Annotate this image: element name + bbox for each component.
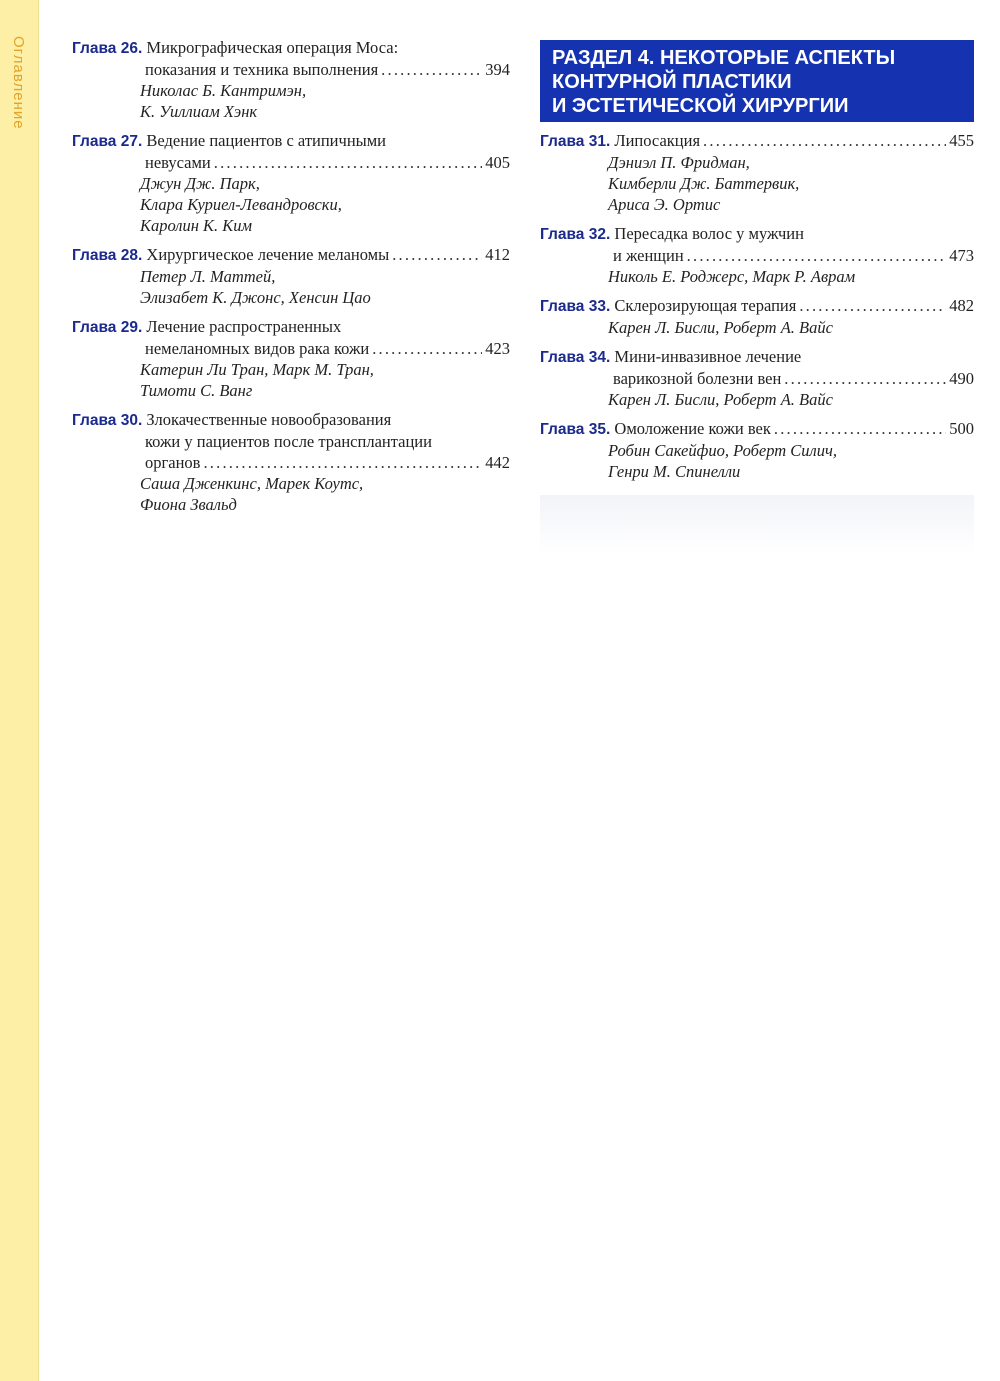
author-line: Фиона Звальд: [140, 495, 237, 514]
page-number: 455: [949, 131, 974, 150]
author-line: Тимоти С. Ванг: [140, 381, 253, 400]
leader-dots: [799, 295, 946, 316]
page-number: 473: [949, 246, 974, 265]
chapter-title-line: варикозной болезни вен: [613, 369, 782, 388]
author-line: Николас Б. Кантримэн,: [140, 81, 307, 100]
chapter-title-line: Мини-инвазивное лечение: [614, 347, 802, 366]
author-line: Каролин К. Ким: [140, 216, 252, 235]
chapter-title-line: Лечение распространенных: [146, 317, 342, 336]
leader-dots: [392, 244, 482, 265]
leader-dots: [203, 452, 482, 473]
toc-entry-35[interactable]: [540, 418, 974, 482]
author-line: Элизабет К. Джонс, Хенсин Цао: [140, 288, 371, 307]
chapter-title-line: и женщин: [613, 246, 684, 265]
author-line: Николь Е. Роджерс, Марк Р. Аврам: [608, 267, 856, 286]
chapter-label: Глава 35.: [540, 421, 611, 438]
leader-dots: [774, 418, 946, 439]
chapter-title-line: Липосакция: [614, 131, 701, 150]
leader-dots: [703, 130, 946, 151]
toc-entry-30[interactable]: [72, 409, 510, 515]
chapter-title-line: немеланомных видов рака кожи: [145, 339, 370, 358]
chapter-title-line: показания и техника выполнения: [145, 60, 379, 79]
chapter-label: Глава 33.: [540, 298, 611, 315]
chapter-label: Глава 29.: [72, 319, 143, 336]
leader-dots: [784, 368, 946, 389]
author-line: Саша Дженкинс, Марек Коутс,: [140, 474, 364, 493]
section-heading-line: РАЗДЕЛ 4. НЕКОТОРЫЕ АСПЕКТЫ: [552, 47, 896, 69]
author-line: Карен Л. Бисли, Роберт А. Вайс: [608, 390, 833, 409]
section-heading[interactable]: [540, 40, 974, 122]
toc-entry-29[interactable]: [72, 316, 510, 401]
page-number: 490: [949, 369, 974, 388]
chapter-label: Глава 34.: [540, 349, 611, 366]
chapter-title-line: Хирургическое лечение меланомы: [146, 245, 390, 264]
leader-dots: [214, 152, 482, 173]
toc-entry-27[interactable]: [72, 130, 510, 236]
leader-dots: [381, 59, 482, 80]
page-number: 405: [485, 153, 510, 172]
author-line: Карен Л. Бисли, Роберт А. Вайс: [608, 318, 833, 337]
chapter-title-line: невусами: [145, 153, 211, 172]
side-strip: [0, 0, 39, 1381]
chapter-title-line: Ведение пациентов с атипичными: [146, 131, 387, 150]
page-number: 482: [949, 296, 974, 315]
toc-entry-28[interactable]: [72, 244, 510, 308]
section-heading-line: КОНТУРНОЙ ПЛАСТИКИ: [552, 71, 792, 93]
author-line: Катерин Ли Тран, Марк М. Тран,: [140, 360, 374, 379]
chapter-title-line: Злокачественные новообразования: [146, 410, 392, 429]
chapter-label: Глава 27.: [72, 133, 143, 150]
toc-entry-26[interactable]: [72, 37, 510, 122]
bleed-through-shade: [540, 495, 974, 555]
section-heading-line: И ЭСТЕТИЧЕСКОЙ ХИРУРГИИ: [552, 95, 849, 117]
side-label: Оглавление: [10, 36, 27, 130]
chapter-title-line: органов: [145, 453, 201, 472]
page-number: 394: [485, 60, 510, 79]
toc-entry-32[interactable]: [540, 223, 974, 287]
toc-entry-33[interactable]: [540, 295, 974, 338]
author-line: К. Уиллиам Хэнк: [140, 102, 258, 121]
author-line: Петер Л. Маттей,: [140, 267, 276, 286]
toc-left-column: [72, 37, 510, 523]
toc-entry-31[interactable]: [540, 130, 974, 215]
author-line: Джун Дж. Парк,: [140, 174, 260, 193]
chapter-title-line: Микрографическая операция Моса:: [146, 38, 399, 57]
page-number: 423: [485, 339, 510, 358]
chapter-label: Глава 31.: [540, 133, 611, 150]
author-line: Дэниэл П. Фридман,: [608, 153, 750, 172]
author-line: Генри М. Спинелли: [608, 462, 741, 481]
chapter-title-line: кожи у пациентов после трансплантации: [145, 432, 432, 451]
chapter-title-line: Склерозирующая терапия: [614, 296, 797, 315]
toc-right-column: [540, 37, 974, 521]
author-line: Ариса Э. Ортис: [608, 195, 721, 214]
author-line: Кимберли Дж. Баттервик,: [608, 174, 800, 193]
chapter-title-line: Омоложение кожи век: [614, 419, 771, 438]
author-line: Клара Куриел-Левандровски,: [140, 195, 342, 214]
page-number: 442: [485, 453, 510, 472]
chapter-label: Глава 26.: [72, 40, 143, 57]
toc-entry-34[interactable]: [540, 346, 974, 410]
page-number: 500: [949, 419, 974, 438]
chapter-label: Глава 28.: [72, 247, 143, 264]
leader-dots: [372, 338, 482, 359]
leader-dots: [687, 245, 947, 266]
author-line: Робин Сакейфио, Роберт Силич,: [608, 441, 837, 460]
page-number: 412: [485, 245, 510, 264]
chapter-title-line: Пересадка волос у мужчин: [614, 224, 804, 243]
chapter-label: Глава 32.: [540, 226, 611, 243]
chapter-label: Глава 30.: [72, 412, 143, 429]
